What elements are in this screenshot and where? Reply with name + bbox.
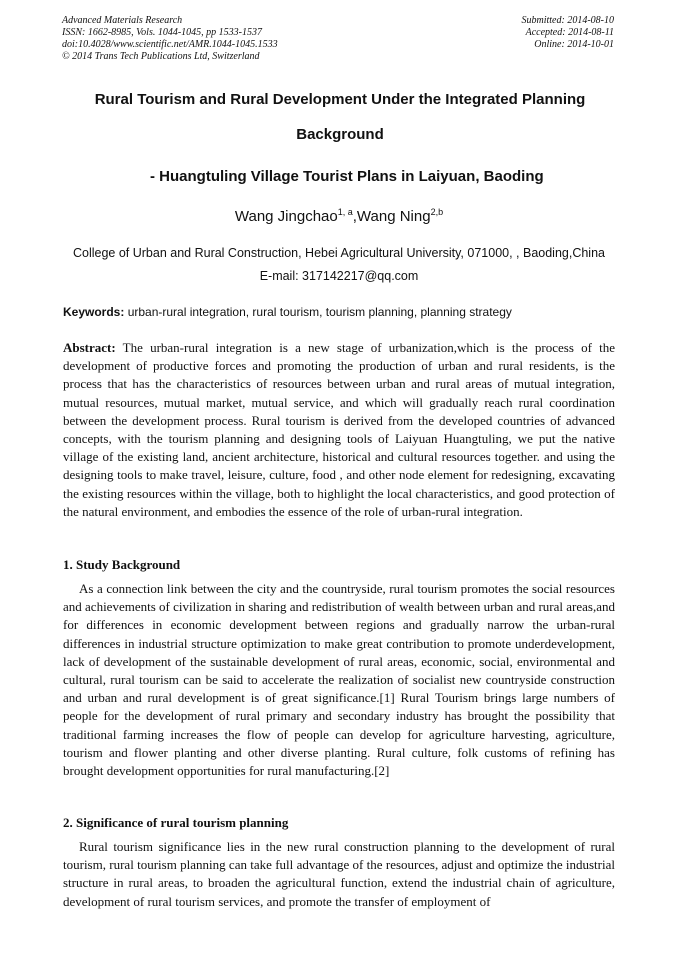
journal-copyright: © 2014 Trans Tech Publications Ltd, Switzerland [62,51,260,62]
author-line [0,207,678,225]
submitted-date: Submitted: 2014-08-10 [521,15,614,26]
author-separator: , [352,208,357,225]
contact-email: E-mail: 317142217@qq.com [259,269,419,283]
section-paragraph: Rural tourism significance lies in the new rural construction planning to the development of rural tourism, rural tourism planning can take full advantage of the resources, adjust and optimize the industrial structure in rural areas, to broaden the agricultural function, extend the industrial chain of agriculture, development of rural tourism services, and promote the transfer of employment of [63,839,615,909]
section-heading: 2. Significance of rural tourism planning [63,815,289,830]
affiliation: College of Urban and Rural Construction, Hebei Agricultural University, 071000, , Baoding,China [72,246,605,260]
journal-issn: ISSN: 1662-8985, Vols. 1044-1045, pp 1533-1537 [62,27,262,38]
submission-dates [522,15,615,51]
section-heading: 1. Study Background [63,557,181,572]
journal-info [62,15,278,63]
author-1-affiliation: 1, a [337,207,353,217]
abstract-label: Abstract: [63,340,116,355]
online-date: Online: 2014-10-01 [534,39,614,50]
section-paragraph: As a connection link between the city and the countryside, rural tourism promotes the social resources and achievements of civilization in sharing and redistribution of wealth between urban and rural areas,and for differences in economic development between regions and gradually narrow the urban-rural differences in industrial structure optimization to make great contribution to promote underdevelopment, lack of development of the sustainable development of rural areas, economic, social, environmental and cultural, rural tourism can be said to accelerate the realization of socialist new countryside construction and urban and rural development is of great significance.[1] Rural Tourism brings large numbers of people for the development of rural primary and secondary industry has brought the possibility that traditional farming increases the flow of people can develop for agriculture harvesting, agriculture, tourism and flower planting and other diverse planting. Rural culture, folk customs of refining has brought development opportunities for rural manufacturing.[2] [63,581,615,779]
paper-title-line-1: Rural Tourism and Rural Development Under the Integrated Planning [94,91,586,108]
accepted-date: Accepted: 2014-08-11 [525,27,614,38]
journal-doi: doi:10.4028/www.scientific.net/AMR.1044-1045.1533 [62,39,278,50]
paper-subtitle: - Huangtuling Village Tourist Plans in Laiyuan, Baoding [150,168,544,185]
keywords [63,305,618,319]
author-2: Wang Ning [356,208,431,225]
paper-title-line-2: Background [296,126,384,143]
author-1: Wang Jingchao [234,208,338,225]
author-2-affiliation: 2,b [430,207,444,217]
journal-name: Advanced Materials Research [62,15,183,26]
abstract [63,339,615,521]
abstract-text: The urban-rural integration is a new stage of urbanization,which is the process of the development of productive forces and promoting the production of urban and rural residents, is the process that has the characteristics of resources between urban and rural areas of mutual integration, mutual resources, mutual market, mutual service, and which will gradually reach rural coordination between the development process. Rural tourism is derived from the developed countries of advanced concepts, with the tourism planning and designing tools of Laiyuan Huangtuling, we put the native village of the existing land, ancient architecture, historical and cultural resources together. and using the designing tools to make travel, leisure, culture, food , and other node element for redesigning, excavating the existing resources within the village, both to highlight the local characteristics, and good protection of the natural environment, and embodies the essence of the role of urban-rural integration. [63,340,615,519]
keywords-label: Keywords: [63,305,125,319]
keywords-text: urban-rural integration, rural tourism, tourism planning, planning strategy [124,305,512,319]
